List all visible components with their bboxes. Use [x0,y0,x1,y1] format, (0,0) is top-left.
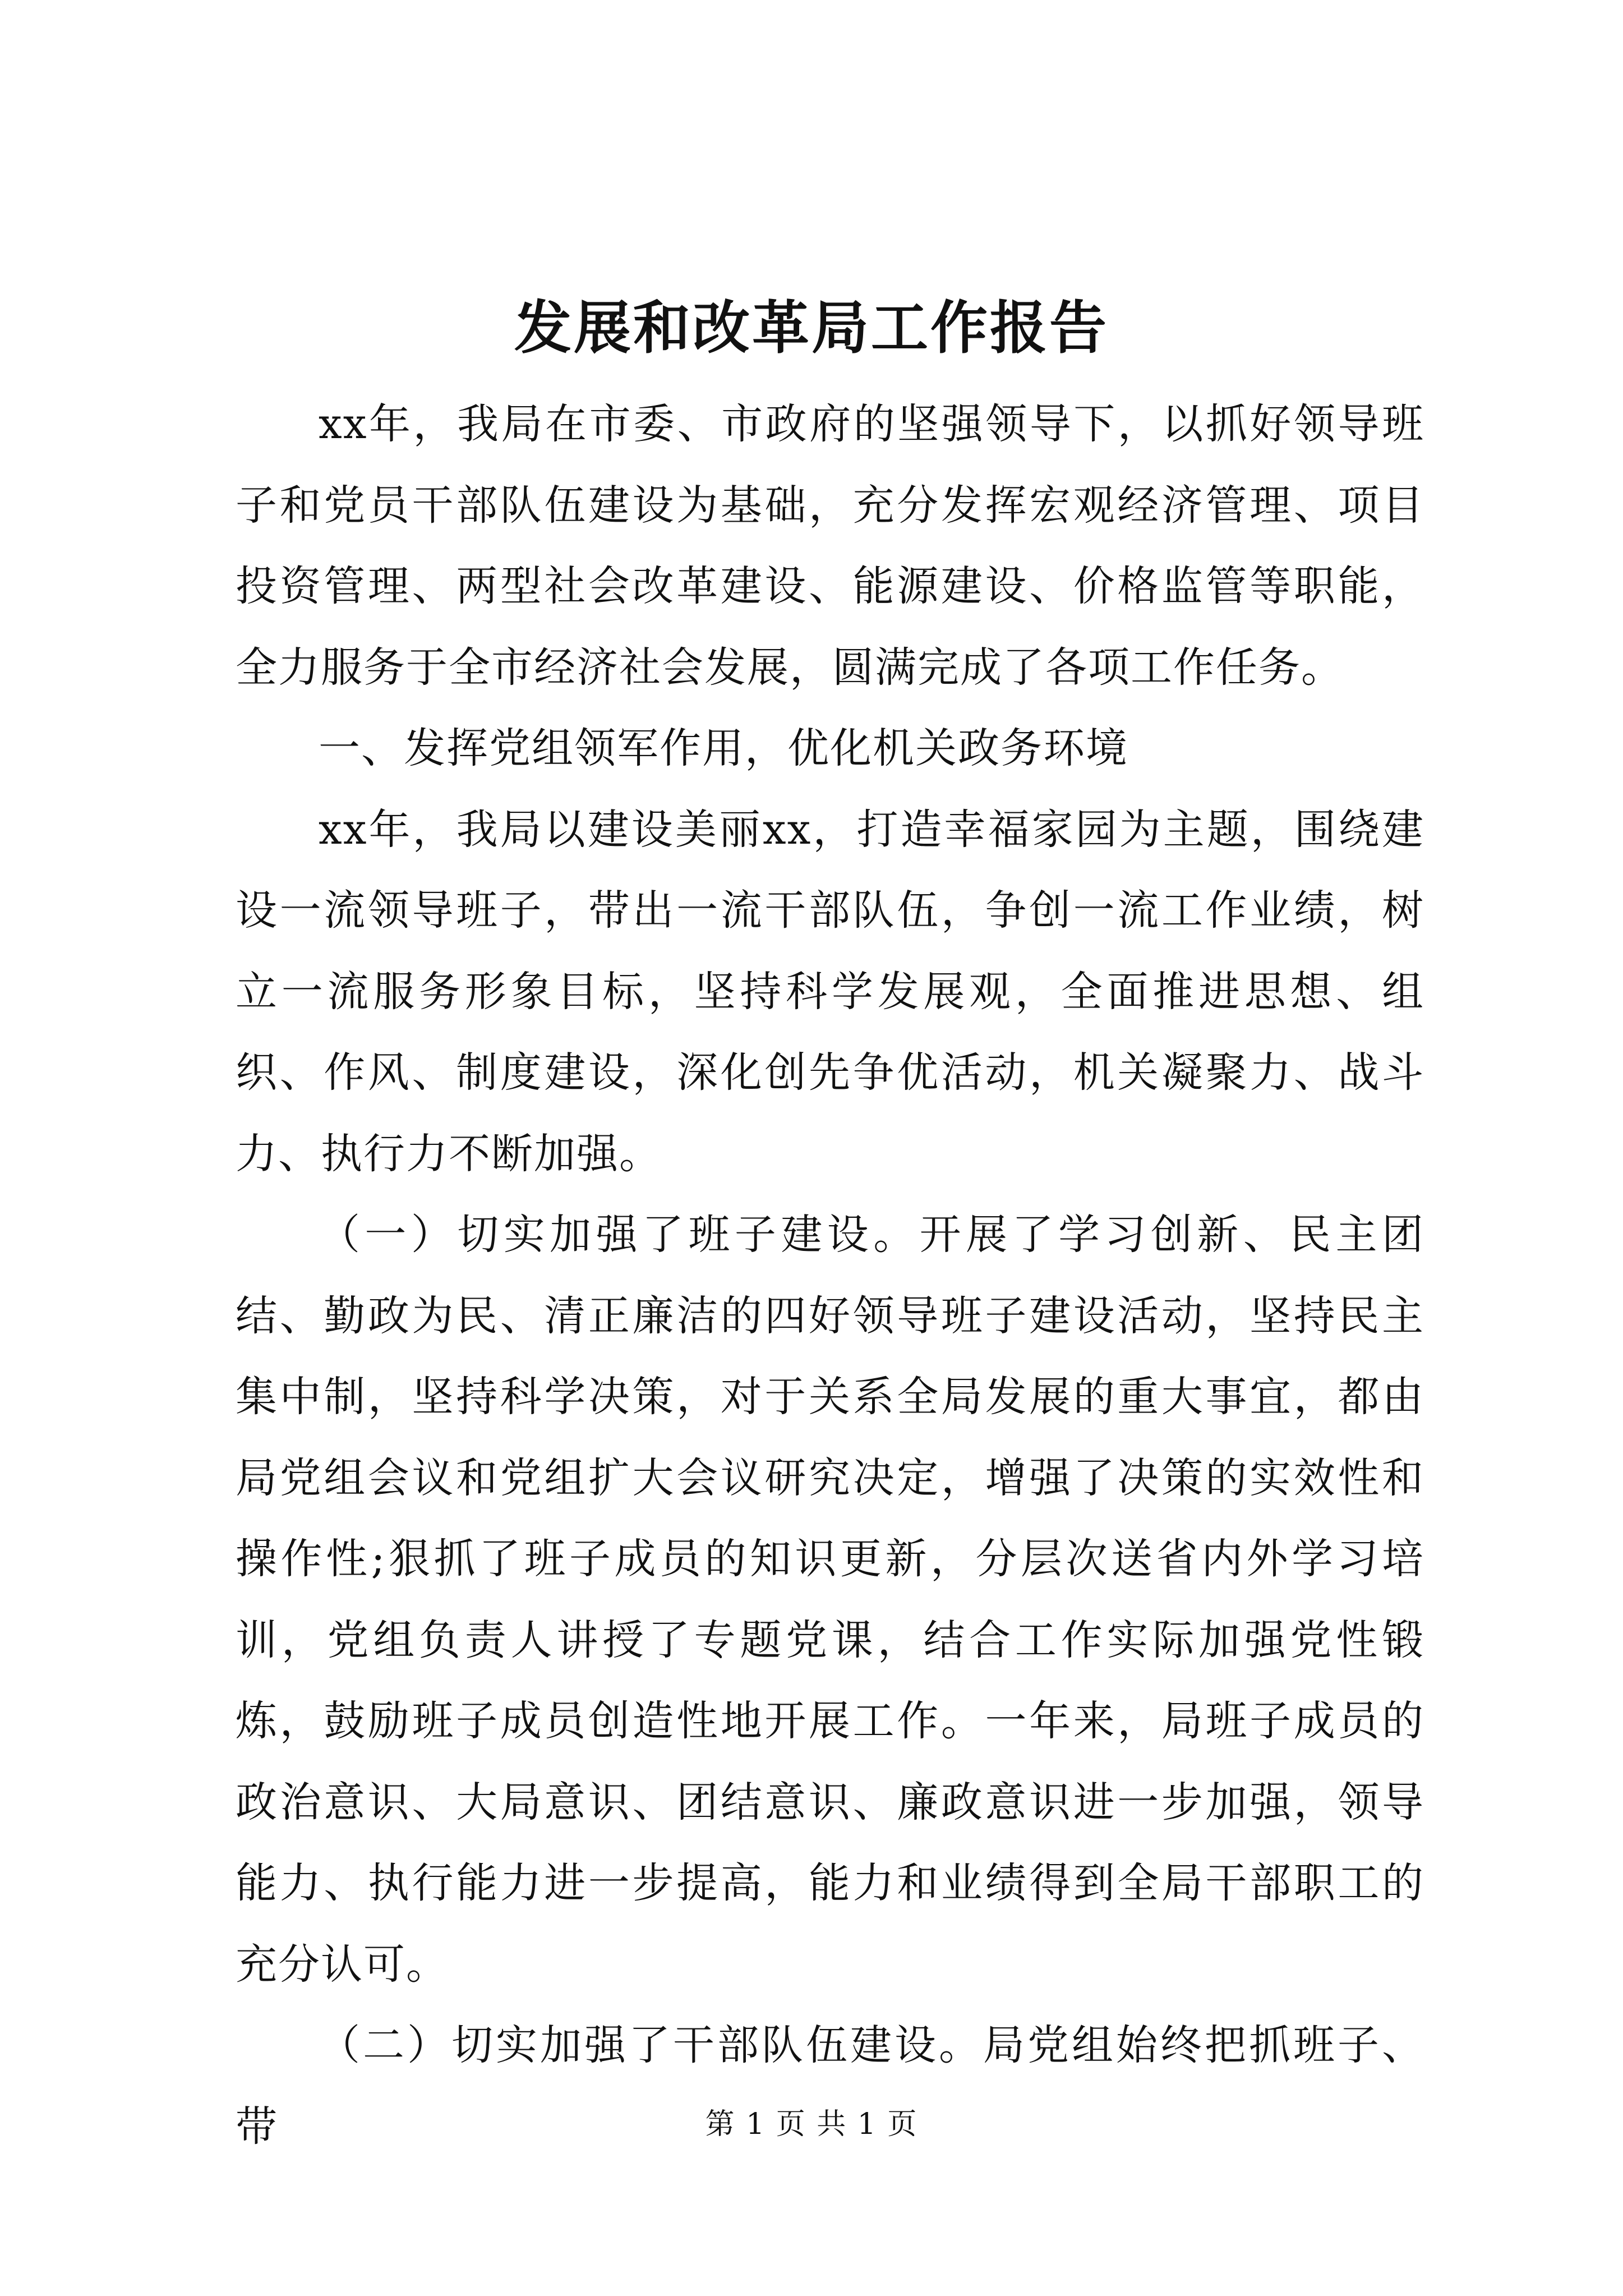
paragraph-subsection-2: （二）切实加强了干部队伍建设。局党组始终把抓班子、带 [236,2021,1424,2151]
paragraph-subsection-1: （一）切实加强了班子建设。开展了学习创新、民主团结、勤政为民、清正廉洁的四好领导班子建设活动，坚持民主集中制，坚持科学决策，对于关系全局发展的重大事宜，都由局党组会议和党组扩大会议研究决定，增强了决策的实效性和操作性;狠抓了班子成员的知识更新，分层次送省内外学习培训，党组负责人讲授了专题党课，结合工作实际加强党性锻炼，鼓励班子成员创造性地开展工作。一年来，局班子成员的政治意识、大局意识、团结意识、廉政意识进一步加强，领导能力、执行能力进一步提高，能力和业绩得到全局干部职工的充分认可。 [236,1211,1424,1989]
document-title: 发展和改革局工作报告 [514,295,1109,362]
document-body [236,384,1424,2167]
paragraph-section-1: xx年，我局以建设美丽xx，打造幸福家园为主题，围绕建设一流领导班子，带出一流干部队伍，争创一流工作业绩，树立一流服务形象目标，坚持科学发展观，全面推进思想、组织、作风、制度建设，深化创先争优活动，机关凝聚力、战斗力、执行力不断加强。 [236,805,1424,1178]
page-number-footer: 第 1 页 共 1 页 [705,2108,918,2141]
section-heading-1: 一、发挥党组领军作用，优化机关政务环境 [319,724,1128,772]
paragraph-intro: xx年，我局在市委、市政府的坚强领导下，以抓好领导班子和党员干部队伍建设为基础，充分发挥宏观经济管理、项目投资管理、两型社会改革建设、能源建设、价格监管等职能，全力服务于全市经济社会发展，圆满完成了各项工作任务。 [236,400,1424,692]
